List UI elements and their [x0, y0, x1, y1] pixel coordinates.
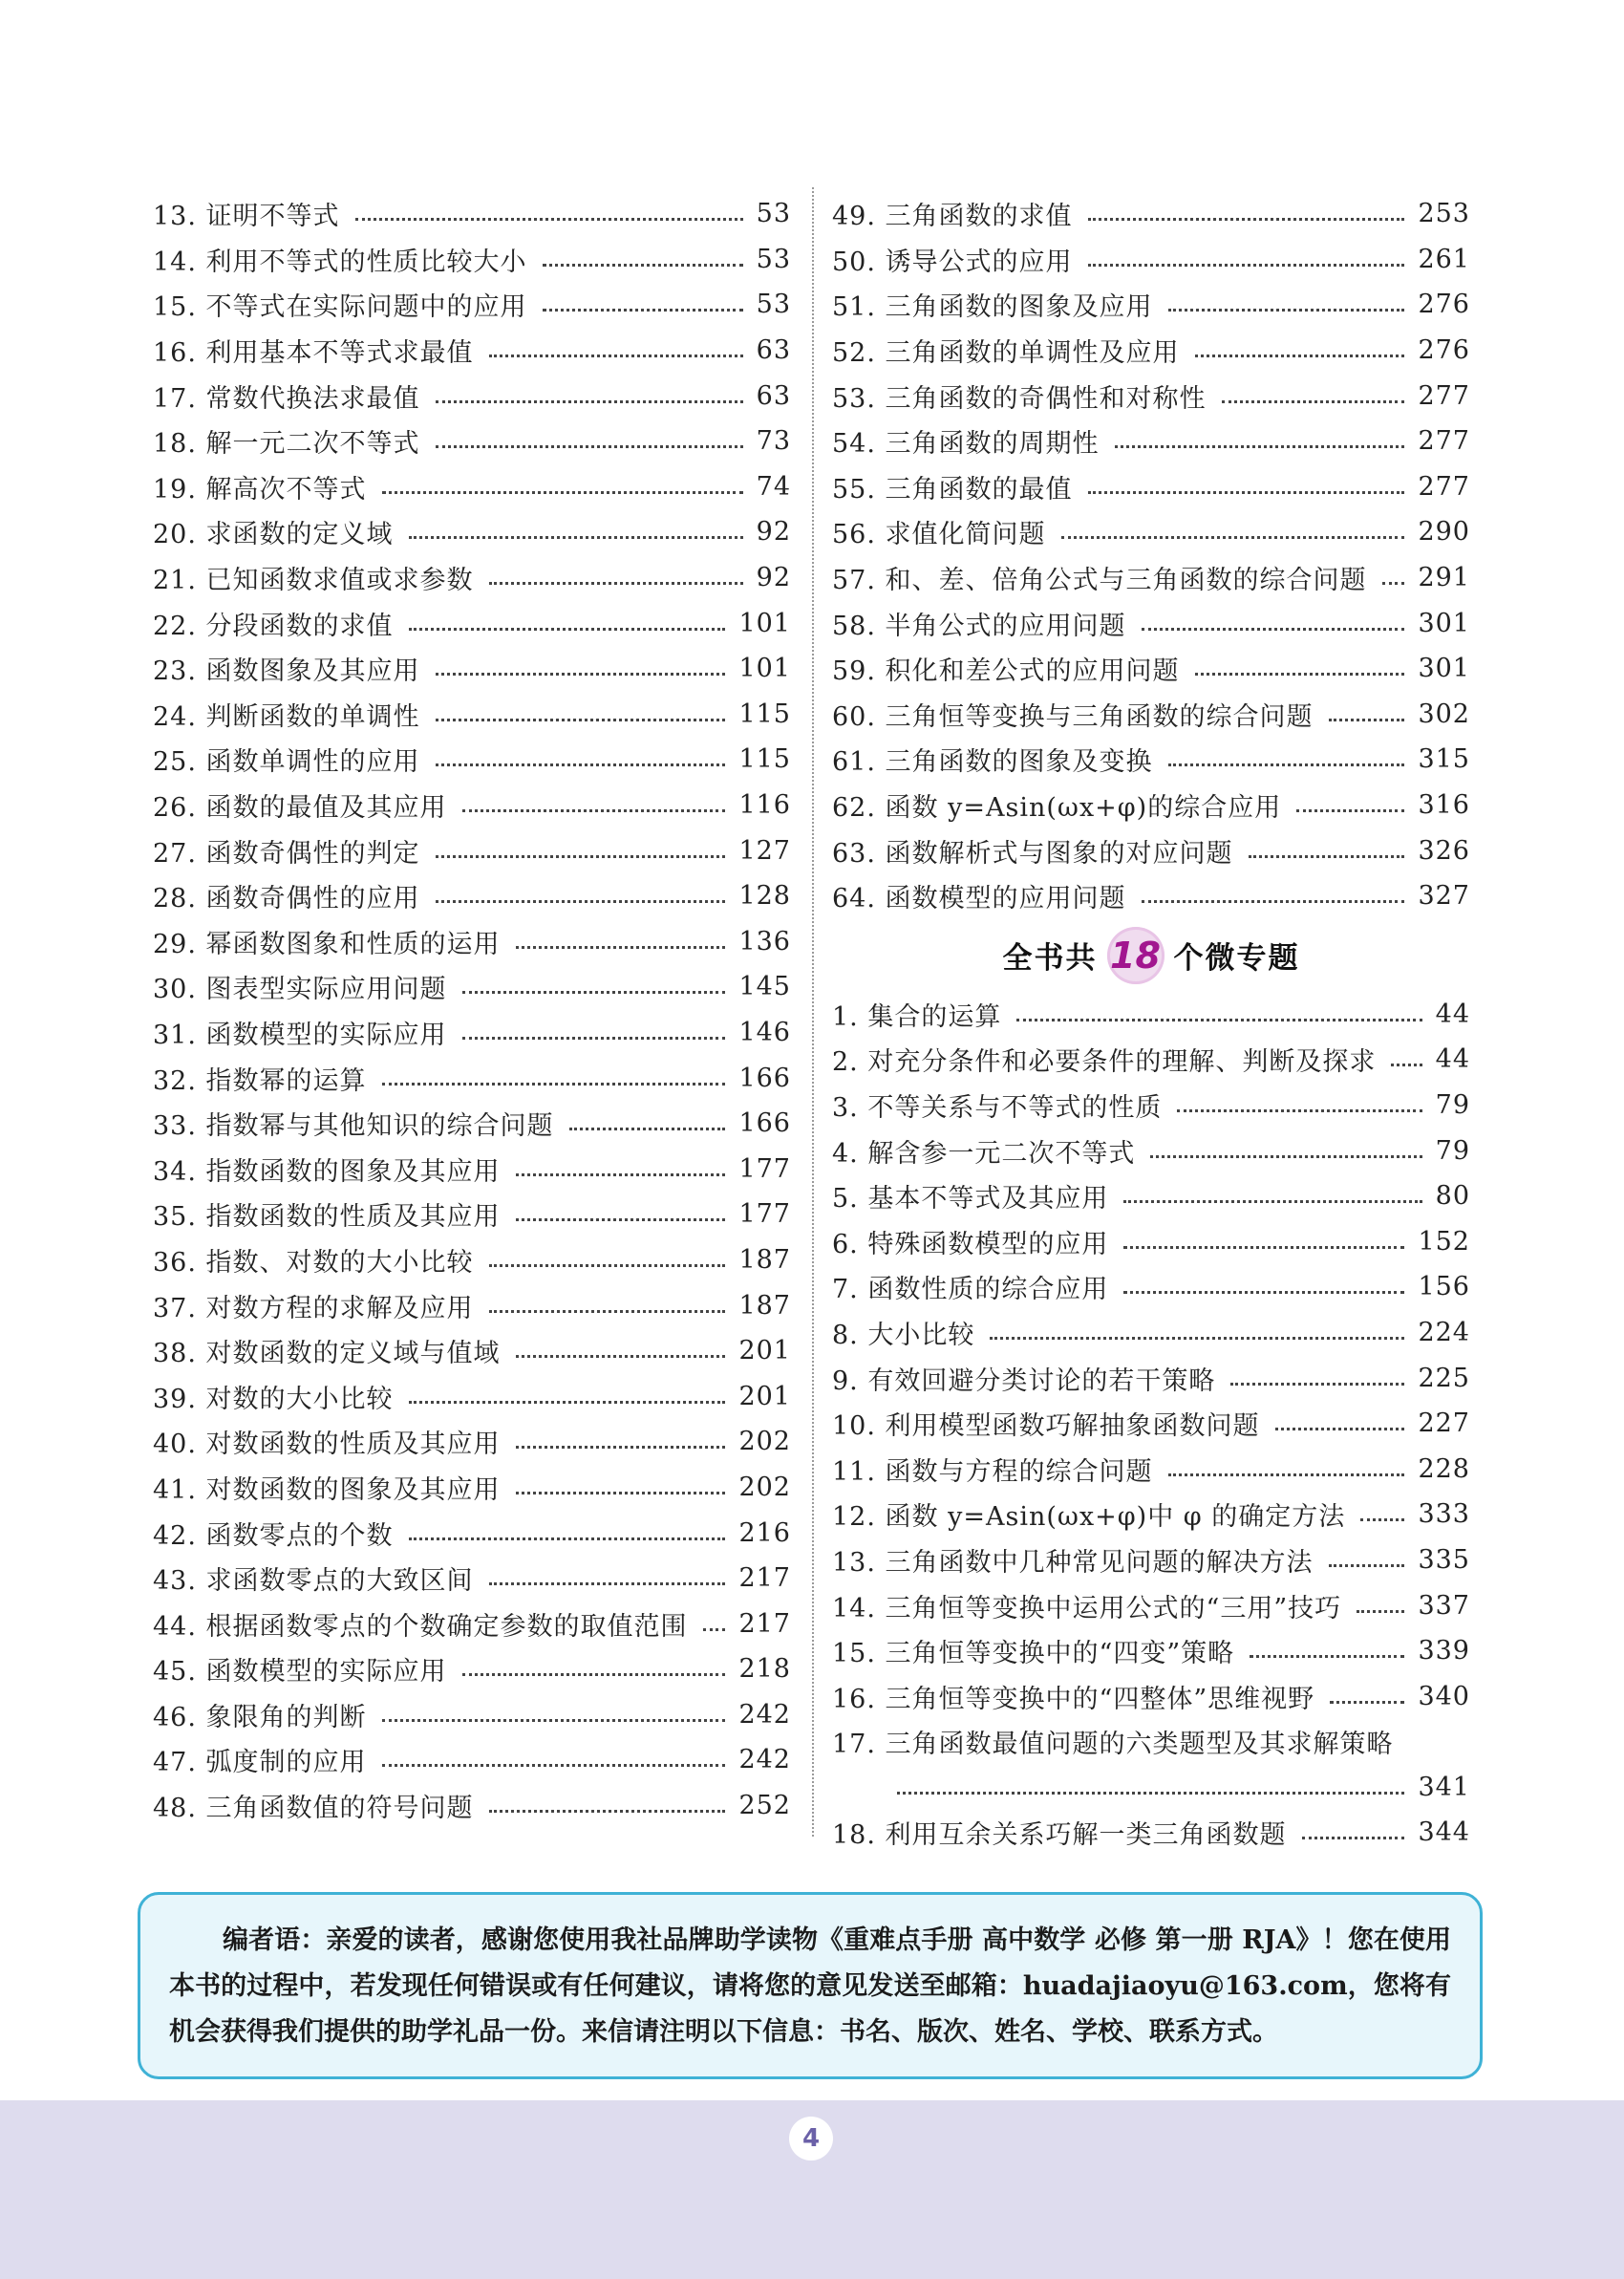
entry-page: 115 — [738, 699, 791, 729]
entry-page: 53 — [756, 199, 791, 229]
entry-label: 15. 三角恒等变换中的“四变”策略 — [832, 1639, 1235, 1669]
dot-leader — [1168, 763, 1405, 766]
dot-leader — [1330, 1701, 1404, 1704]
dot-leader — [409, 1401, 726, 1404]
entry-label: 19. 解高次不等式 — [153, 474, 367, 505]
dot-leader — [1123, 1246, 1404, 1249]
toc-entry — [832, 873, 1470, 919]
entry-label: 2. 对充分条件和必要条件的理解、判断及探求 — [832, 1047, 1377, 1078]
dot-leader — [489, 582, 743, 585]
entry-label: 21. 已知函数求值或求参数 — [153, 566, 474, 596]
entry-label: 41. 对数函数的图象及其应用 — [153, 1474, 501, 1505]
dot-leader — [489, 1810, 726, 1813]
entry-label: 18. 解一元二次不等式 — [153, 429, 420, 460]
entry-page: 326 — [1418, 835, 1470, 866]
entry-page: 252 — [738, 1791, 791, 1821]
entry-page: 316 — [1418, 790, 1470, 821]
dot-leader — [1088, 218, 1405, 221]
toc-entry — [153, 1192, 791, 1237]
entry-page: 53 — [756, 244, 791, 274]
entry-page: 73 — [756, 426, 791, 457]
entry-page: 242 — [738, 1699, 791, 1730]
dot-leader — [462, 1673, 726, 1676]
entry-page: 290 — [1418, 517, 1470, 548]
entry-page: 276 — [1418, 335, 1470, 366]
entry-label: 59. 积化和差公式的应用问题 — [832, 656, 1180, 687]
dot-leader — [1115, 445, 1405, 448]
micro-topics-heading — [832, 919, 1470, 992]
entry-page: 127 — [738, 835, 791, 866]
entry-label: 47. 弧度制的应用 — [153, 1748, 367, 1778]
entry-page: 92 — [756, 517, 791, 548]
entry-label: 8. 大小比较 — [832, 1320, 975, 1350]
toc-entry — [153, 1373, 791, 1419]
dot-leader — [1123, 1200, 1421, 1203]
dot-leader — [1088, 264, 1405, 267]
entry-page: 79 — [1435, 1089, 1470, 1120]
toc-entry — [153, 1556, 791, 1602]
column-divider — [812, 187, 814, 1837]
entry-page: 276 — [1418, 290, 1470, 320]
entry-page: 166 — [738, 1108, 791, 1139]
entry-label: 35. 指数函数的性质及其应用 — [153, 1202, 501, 1233]
dot-leader — [1168, 1473, 1405, 1476]
entry-label: 14. 利用不等式的性质比较大小 — [153, 247, 527, 277]
entry-page: 333 — [1418, 1499, 1470, 1530]
entry-label: 56. 求值化简问题 — [832, 520, 1046, 550]
dot-leader — [436, 445, 743, 448]
dot-leader — [1142, 900, 1405, 903]
micro-topic-entry — [832, 992, 1470, 1038]
entry-page: 146 — [738, 1017, 791, 1047]
dot-leader — [436, 763, 726, 766]
entry-page: 44 — [1435, 999, 1470, 1029]
dot-leader — [436, 719, 726, 721]
entry-label: 11. 函数与方程的综合问题 — [832, 1456, 1153, 1487]
micro-topic-entry — [832, 1310, 1470, 1356]
entry-label: 42. 函数零点的个数 — [153, 1520, 394, 1551]
dot-leader — [1360, 1518, 1404, 1521]
toc-entry — [153, 1328, 791, 1374]
dot-leader — [516, 1355, 726, 1358]
count-badge: 18 — [1107, 927, 1165, 984]
entry-page: 301 — [1418, 654, 1470, 684]
entry-label: 20. 求函数的定义域 — [153, 520, 394, 550]
entry-page: 302 — [1418, 699, 1470, 729]
toc-entry — [153, 191, 791, 237]
entry-label: 7. 函数性质的综合应用 — [832, 1275, 1109, 1305]
entry-label: 14. 三角恒等变换中运用公式的“三用”技巧 — [832, 1593, 1342, 1623]
entry-page: 177 — [738, 1153, 791, 1184]
entry-page: 44 — [1435, 1044, 1470, 1075]
toc-entry — [153, 373, 791, 419]
toc-entry — [832, 509, 1470, 555]
entry-label: 38. 对数函数的定义域与值域 — [153, 1339, 501, 1369]
dot-leader — [382, 1764, 726, 1767]
dot-leader — [1123, 1291, 1404, 1294]
toc-entry — [153, 1692, 791, 1738]
toc-entry — [153, 419, 791, 464]
dot-leader — [1150, 1155, 1421, 1158]
entry-label: 57. 和、差、倍角公式与三角函数的综合问题 — [832, 566, 1367, 596]
dot-leader — [1329, 1564, 1405, 1567]
entry-page: 217 — [738, 1608, 791, 1639]
dot-leader — [436, 900, 726, 903]
dot-leader — [543, 264, 743, 267]
dot-leader — [436, 673, 726, 676]
entry-label: 6. 特殊函数模型的应用 — [832, 1229, 1109, 1259]
dot-leader — [489, 1582, 726, 1585]
entry-page: 340 — [1418, 1681, 1470, 1711]
entry-label: 62. 函数 y=Asin(ωx+φ)的综合应用 — [832, 793, 1282, 824]
entry-label: 1. 集合的运算 — [832, 1001, 1002, 1032]
dot-leader — [409, 536, 743, 539]
entry-label: 60. 三角恒等变换与三角函数的综合问题 — [832, 701, 1314, 732]
toc-entry — [153, 919, 791, 965]
toc-entry — [832, 191, 1470, 237]
entry-page: 201 — [738, 1336, 791, 1366]
toc-right-column — [832, 191, 1470, 1856]
dot-leader — [1382, 582, 1405, 585]
entry-label: 13. 三角函数中几种常见问题的解决方法 — [832, 1547, 1314, 1578]
toc-entry — [832, 282, 1470, 328]
micro-topic-entry — [832, 1719, 1470, 1765]
micro-topic-entry-continuation — [832, 1765, 1470, 1811]
dot-leader — [1142, 628, 1405, 631]
micro-topic-entry — [832, 1218, 1470, 1264]
entry-page: 53 — [756, 290, 791, 320]
toc-entry — [153, 1282, 791, 1328]
dot-leader — [516, 1218, 726, 1221]
entry-page: 115 — [738, 744, 791, 775]
micro-topic-entry — [832, 1037, 1470, 1083]
entry-page: 344 — [1418, 1817, 1470, 1848]
entry-label: 9. 有效回避分类讨论的若干策略 — [832, 1365, 1216, 1396]
entry-page: 187 — [738, 1244, 791, 1275]
entry-label: 27. 函数奇偶性的判定 — [153, 838, 420, 869]
dot-leader — [382, 1083, 726, 1086]
dot-leader — [462, 1037, 726, 1040]
dot-leader — [1250, 1655, 1404, 1658]
toc-entry — [153, 783, 791, 828]
entry-page: 79 — [1435, 1135, 1470, 1166]
entry-page: 101 — [738, 654, 791, 684]
entry-page: 116 — [738, 790, 791, 821]
entry-label: 16. 三角恒等变换中的“四整体”思维视野 — [832, 1684, 1315, 1714]
entry-label: 32. 指数幂的运算 — [153, 1065, 367, 1096]
entry-page: 339 — [1418, 1636, 1470, 1666]
entry-label: 26. 函数的最值及其应用 — [153, 793, 447, 824]
entry-page: 217 — [738, 1563, 791, 1594]
dot-leader — [516, 1173, 726, 1176]
entry-label: 58. 半角公式的应用问题 — [832, 611, 1126, 641]
entry-page: 156 — [1418, 1272, 1470, 1302]
entry-label: 24. 判断函数的单调性 — [153, 701, 420, 732]
entry-label: 10. 利用模型函数巧解抽象函数问题 — [832, 1411, 1260, 1442]
entry-label: 15. 不等式在实际问题中的应用 — [153, 292, 527, 323]
dot-leader — [436, 400, 743, 403]
micro-topic-entry — [832, 1355, 1470, 1401]
toc-entry — [832, 692, 1470, 738]
dot-leader — [1357, 1610, 1404, 1613]
entry-page: 101 — [738, 608, 791, 638]
entry-page: 315 — [1418, 744, 1470, 775]
toc-entry — [153, 1055, 791, 1101]
entry-page: 327 — [1418, 881, 1470, 912]
micro-topic-entry — [832, 1173, 1470, 1219]
toc-entry — [153, 1465, 791, 1511]
entry-label: 40. 对数函数的性质及其应用 — [153, 1430, 501, 1460]
toc-entry — [153, 1646, 791, 1692]
toc-entry — [153, 646, 791, 692]
entry-label: 17. 三角函数最值问题的六类题型及其求解策略 — [832, 1730, 1394, 1760]
entry-page: 218 — [738, 1654, 791, 1685]
toc-entry — [153, 828, 791, 873]
micro-topic-entry — [832, 1673, 1470, 1719]
entry-page: 228 — [1418, 1453, 1470, 1484]
toc-entry — [832, 600, 1470, 646]
dot-leader — [1302, 1837, 1405, 1839]
entry-page: 63 — [756, 380, 791, 411]
dot-leader — [1222, 400, 1405, 403]
toc-entry — [153, 328, 791, 374]
entry-label: 34. 指数函数的图象及其应用 — [153, 1156, 501, 1187]
entry-page: 277 — [1418, 380, 1470, 411]
entry-label: 13. 证明不等式 — [153, 202, 340, 232]
toc-right-list — [832, 191, 1470, 919]
micro-topic-entry — [832, 1537, 1470, 1583]
entry-label: 23. 函数图象及其应用 — [153, 656, 420, 687]
toc-entry — [153, 509, 791, 555]
micro-topic-entry — [832, 1401, 1470, 1447]
toc-entry — [832, 237, 1470, 283]
entry-page: 152 — [1418, 1226, 1470, 1257]
toc-entry — [832, 737, 1470, 783]
entry-label: 33. 指数幂与其他知识的综合问题 — [153, 1111, 554, 1142]
entry-label: 29. 幂函数图象和性质的运用 — [153, 929, 501, 959]
entry-page: 177 — [738, 1199, 791, 1230]
dot-leader — [703, 1628, 726, 1631]
editor-notice-box: 编者语：亲爱的读者，感谢您使用我社品牌助学读物《重难点手册 高中数学 必修 第一册 RJA》！您在使用本书的过程中，若发现任何错误或有任何建议，请将您的意见发送至邮箱：huadajiaoyu@163.com，您将有机会获得我们提供的助学礼品一份。来信请注明以下信息：书名、版次、姓名、学校、联系方式。 — [138, 1892, 1483, 2079]
entry-label: 61. 三角函数的图象及变换 — [832, 747, 1153, 778]
entry-page: 202 — [738, 1427, 791, 1457]
toc-entry — [153, 282, 791, 328]
entry-page: 224 — [1418, 1317, 1470, 1347]
toc-entry — [153, 237, 791, 283]
entry-page: 216 — [738, 1517, 791, 1548]
toc-left-column — [153, 191, 791, 1828]
toc-entry — [153, 600, 791, 646]
toc-entry — [153, 464, 791, 510]
entry-page: 128 — [738, 881, 791, 912]
entry-page: 92 — [756, 563, 791, 593]
entry-label: 31. 函数模型的实际应用 — [153, 1020, 447, 1050]
dot-leader — [436, 855, 726, 858]
heading-suffix: 个微专题 — [1173, 941, 1300, 976]
dot-leader — [1329, 719, 1405, 721]
dot-leader — [1088, 491, 1405, 494]
entry-page: 136 — [738, 926, 791, 957]
toc-entry — [153, 1510, 791, 1556]
entry-label: 25. 函数单调性的应用 — [153, 747, 420, 778]
entry-label: 18. 利用互余关系巧解一类三角函数题 — [832, 1820, 1287, 1851]
entry-label: 39. 对数的大小比较 — [153, 1384, 394, 1414]
heading-prefix: 全书共 — [1002, 941, 1098, 976]
entry-page: 337 — [1418, 1590, 1470, 1621]
dot-leader — [543, 309, 743, 312]
micro-topic-entry — [832, 1582, 1470, 1628]
dot-leader — [516, 1492, 726, 1494]
toc-entry — [832, 373, 1470, 419]
entry-label: 4. 解含参一元二次不等式 — [832, 1138, 1136, 1169]
entry-label: 54. 三角函数的周期性 — [832, 429, 1100, 460]
dot-leader — [409, 628, 726, 631]
entry-label: 12. 函数 y=Asin(ωx+φ)中 φ 的确定方法 — [832, 1502, 1346, 1533]
entry-label: 30. 图表型实际应用问题 — [153, 975, 447, 1005]
toc-entry — [153, 1146, 791, 1192]
entry-label: 46. 象限角的判断 — [153, 1702, 367, 1732]
toc-entry — [153, 1601, 791, 1646]
toc-entry — [832, 328, 1470, 374]
dot-leader — [462, 991, 726, 994]
micro-topics-list — [832, 992, 1470, 1856]
entry-page: 63 — [756, 335, 791, 366]
entry-label: 48. 三角函数值的符号问题 — [153, 1794, 474, 1824]
toc-entry — [153, 1419, 791, 1465]
entry-label: 17. 常数代换法求最值 — [153, 383, 420, 414]
dot-leader — [382, 1719, 726, 1722]
entry-label: 28. 函数奇偶性的应用 — [153, 884, 420, 914]
dot-leader — [1275, 1428, 1405, 1430]
entry-page: 341 — [1418, 1772, 1470, 1802]
dot-leader — [569, 1128, 726, 1130]
dot-leader — [1296, 809, 1404, 812]
entry-page: 242 — [738, 1745, 791, 1775]
dot-leader — [1195, 355, 1405, 357]
toc-entry — [832, 464, 1470, 510]
entry-page: 187 — [738, 1290, 791, 1321]
dot-leader — [990, 1337, 1404, 1340]
entry-label: 44. 根据函数零点的个数确定参数的取值范围 — [153, 1611, 688, 1642]
toc-entry — [832, 783, 1470, 828]
dot-leader — [516, 1446, 726, 1449]
entry-label: 16. 利用基本不等式求最值 — [153, 338, 474, 369]
entry-label: 64. 函数模型的应用问题 — [832, 884, 1126, 914]
entry-label: 50. 诱导公式的应用 — [832, 247, 1073, 277]
toc-entry — [832, 828, 1470, 873]
micro-topic-entry — [832, 1264, 1470, 1310]
dot-leader — [1168, 309, 1405, 312]
entry-page: 201 — [738, 1381, 791, 1411]
toc-entry — [832, 555, 1470, 601]
toc-entry — [153, 964, 791, 1010]
toc-entry — [153, 1783, 791, 1829]
entry-page: 202 — [738, 1472, 791, 1502]
dot-leader — [462, 809, 726, 812]
dot-leader — [409, 1537, 726, 1540]
entry-label: 51. 三角函数的图象及应用 — [832, 292, 1153, 323]
entry-label: 55. 三角函数的最值 — [832, 474, 1073, 505]
entry-page: 291 — [1418, 563, 1470, 593]
toc-entry — [153, 873, 791, 919]
dot-leader — [897, 1792, 1404, 1795]
page-number: 4 — [789, 2117, 833, 2161]
micro-topic-entry — [832, 1446, 1470, 1492]
entry-label: 45. 函数模型的实际应用 — [153, 1657, 447, 1688]
toc-entry — [153, 1101, 791, 1147]
dot-leader — [489, 355, 743, 357]
dot-leader — [1249, 855, 1405, 858]
toc-entry — [153, 692, 791, 738]
toc-entry — [153, 1737, 791, 1783]
micro-topic-entry — [832, 1492, 1470, 1537]
entry-label: 63. 函数解析式与图象的对应问题 — [832, 838, 1233, 869]
dot-leader — [1230, 1383, 1404, 1386]
entry-page: 225 — [1418, 1363, 1470, 1393]
entry-label: 43. 求函数零点的大致区间 — [153, 1566, 474, 1597]
dot-leader — [1177, 1109, 1421, 1112]
micro-topic-entry — [832, 1083, 1470, 1129]
micro-topic-entry — [832, 1628, 1470, 1674]
toc-entry — [153, 737, 791, 783]
micro-topic-entry — [832, 1810, 1470, 1856]
entry-page: 277 — [1418, 426, 1470, 457]
entry-page: 74 — [756, 471, 791, 502]
entry-label: 22. 分段函数的求值 — [153, 611, 394, 641]
entry-label: 37. 对数方程的求解及应用 — [153, 1293, 474, 1323]
entry-label: 52. 三角函数的单调性及应用 — [832, 338, 1180, 369]
toc-entry — [153, 1010, 791, 1056]
toc-entry — [832, 419, 1470, 464]
entry-page: 166 — [738, 1063, 791, 1093]
toc-entry — [832, 646, 1470, 692]
entry-label: 3. 不等关系与不等式的性质 — [832, 1092, 1163, 1123]
dot-leader — [489, 1264, 726, 1267]
dot-leader — [489, 1310, 726, 1313]
dot-leader — [1061, 536, 1405, 539]
entry-page: 277 — [1418, 471, 1470, 502]
entry-page: 145 — [738, 972, 791, 1002]
entry-page: 80 — [1435, 1181, 1470, 1212]
entry-page: 253 — [1418, 199, 1470, 229]
entry-page: 227 — [1418, 1408, 1470, 1439]
entry-label: 36. 指数、对数的大小比较 — [153, 1247, 474, 1278]
entry-page: 335 — [1418, 1544, 1470, 1575]
dot-leader — [382, 491, 743, 494]
toc-entry — [153, 1237, 791, 1283]
entry-label: 53. 三角函数的奇偶性和对称性 — [832, 383, 1207, 414]
entry-label: 49. 三角函数的求值 — [832, 202, 1073, 232]
dot-leader — [1195, 673, 1405, 676]
entry-page: 301 — [1418, 608, 1470, 638]
micro-topic-entry — [832, 1128, 1470, 1173]
toc-entry — [153, 555, 791, 601]
dot-leader — [1016, 1019, 1421, 1021]
entry-label: 5. 基本不等式及其应用 — [832, 1184, 1109, 1215]
dot-leader — [516, 946, 726, 949]
dot-leader — [355, 218, 743, 221]
dot-leader — [1391, 1064, 1421, 1066]
entry-page: 261 — [1418, 244, 1470, 274]
